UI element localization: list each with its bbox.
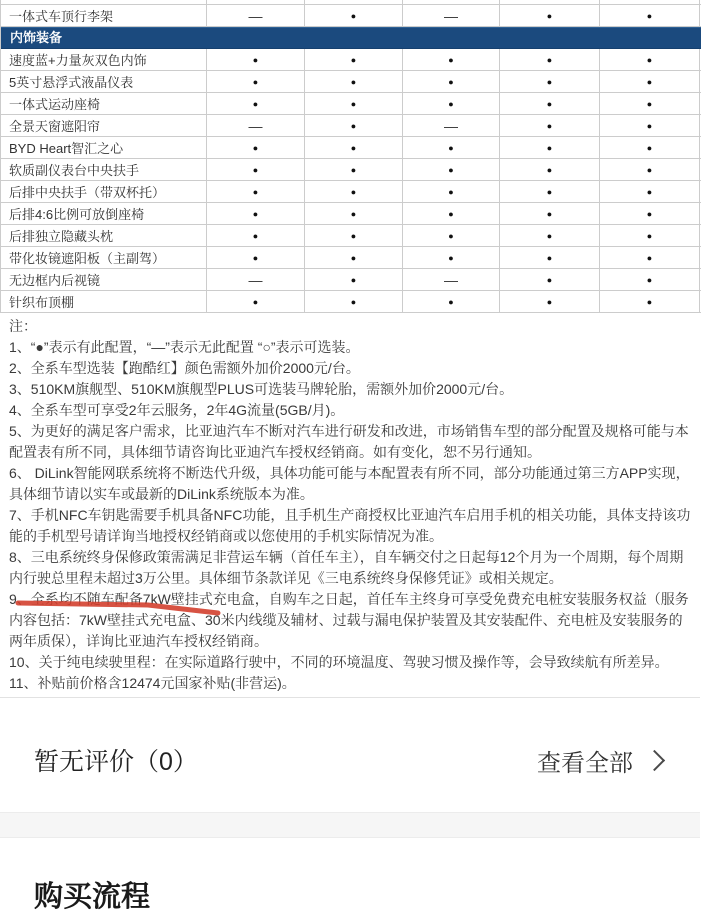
purchase-title: 购买流程 (34, 881, 151, 913)
note-item: 7、手机NFC车钥匙需要手机具备NFC功能，且手机生产商授权比亚迪汽车启用手机的相关功能，具体支持该功能的手机型号请详询当地授权经销商或以您使用的手机实际情况为准。 (9, 507, 691, 544)
has-feature-dot: ● (207, 291, 305, 312)
has-feature-dot: ● (207, 71, 305, 92)
no-feature-dash: — (403, 269, 500, 290)
table-row (1, 203, 701, 225)
has-feature-dot: ● (207, 203, 305, 224)
view-all-label: 查看全部 (537, 749, 633, 777)
no-feature-dash: — (403, 5, 500, 26)
has-feature-dot: ● (207, 159, 305, 180)
feature-label: 软质副仪表台中央扶手 (1, 159, 207, 180)
has-feature-dot: ● (305, 247, 403, 268)
feature-label: 针织布顶棚 (1, 291, 207, 312)
has-feature-dot: ● (207, 181, 305, 202)
has-feature-dot: ● (207, 225, 305, 246)
table-row (1, 71, 701, 93)
has-feature-dot: ● (600, 269, 700, 290)
has-feature-dot: ● (600, 115, 700, 136)
table-row (1, 181, 701, 203)
has-feature-dot: ● (305, 181, 403, 202)
notes-section (0, 313, 700, 698)
table-row (1, 93, 701, 115)
has-feature-dot: ● (500, 137, 600, 158)
has-feature-dot: ● (600, 137, 700, 158)
feature-label: 带化妆镜遮阳板（主副驾） (1, 247, 207, 268)
section-header-row (1, 27, 701, 49)
has-feature-dot: ● (403, 137, 500, 158)
has-feature-dot: ● (500, 159, 600, 180)
feature-label: 一体式车顶行李架 (1, 5, 207, 26)
has-feature-dot: ● (600, 49, 700, 70)
view-all-link[interactable] (537, 743, 666, 778)
has-feature-dot: ● (500, 269, 600, 290)
table-row (1, 115, 701, 137)
feature-label: 速度蓝+力量灰双色内饰 (1, 49, 207, 70)
has-feature-dot: ● (403, 247, 500, 268)
note-item: 8、三电系统终身保修政策需满足非营运车辆（首任车主），自车辆交付之日起每12个月为一个周期，每个周期内行驶总里程未超过3万公里。具体细节条款详见《三电系统终身保修凭证》或相关规定。 (9, 549, 684, 586)
notes-list (9, 337, 691, 694)
table-cell (600, 0, 700, 4)
no-feature-dash: — (207, 269, 305, 290)
has-feature-dot: ● (403, 93, 500, 114)
has-feature-dot: ● (403, 181, 500, 202)
note-item: 4、全系车型可享受2年云服务，2年4G流量(5GB/月)。 (9, 402, 345, 418)
has-feature-dot: ● (305, 49, 403, 70)
note-item: 11、补贴前价格含12474元国家补贴(非营运)。 (9, 675, 296, 691)
purchase-section (0, 838, 700, 915)
section-divider (0, 812, 700, 838)
note-item: 1、“●”表示有此配置，“—”表示无此配置 “○”表示可选装。 (9, 339, 360, 355)
table-row (1, 225, 701, 247)
table-row (1, 269, 701, 291)
has-feature-dot: ● (500, 181, 600, 202)
has-feature-dot: ● (207, 247, 305, 268)
has-feature-dot: ● (500, 225, 600, 246)
has-feature-dot: ● (305, 137, 403, 158)
table-cell (500, 0, 600, 4)
has-feature-dot: ● (305, 269, 403, 290)
feature-label: 后排独立隐藏头枕 (1, 225, 207, 246)
has-feature-dot: ● (305, 71, 403, 92)
feature-label: 一体式运动座椅 (1, 93, 207, 114)
table-row (1, 137, 701, 159)
table-row (1, 247, 701, 269)
table-cell (403, 0, 500, 4)
feature-label: 全景天窗遮阳帘 (1, 115, 207, 136)
spec-table (0, 0, 701, 313)
has-feature-dot: ● (600, 159, 700, 180)
notes-title: 注： (9, 318, 37, 334)
table-cell (207, 0, 305, 4)
has-feature-dot: ● (600, 291, 700, 312)
table-row (1, 49, 701, 71)
no-feature-dash: — (207, 115, 305, 136)
has-feature-dot: ● (600, 71, 700, 92)
chevron-right-icon (644, 749, 665, 770)
has-feature-dot: ● (403, 225, 500, 246)
table-cell (305, 0, 403, 4)
has-feature-dot: ● (500, 203, 600, 224)
has-feature-dot: ● (207, 93, 305, 114)
has-feature-dot: ● (403, 203, 500, 224)
has-feature-dot: ● (600, 225, 700, 246)
table-row (1, 159, 701, 181)
has-feature-dot: ● (600, 181, 700, 202)
section-header-label: 内饰装备 (10, 30, 63, 45)
feature-label: 无边框内后视镜 (1, 269, 207, 290)
note-item: 5、为更好的满足客户需求，比亚迪汽车不断对汽车进行研发和改进，市场销售车型的部分配置及规格可能与本配置表有所不同，具体细节请咨询比亚迪汽车授权经销商。如有变化，恕不另行通知。 (9, 423, 689, 460)
has-feature-dot: ● (207, 49, 305, 70)
review-count-title: 暂无评价（0） (34, 748, 198, 776)
feature-label: 5英寸悬浮式液晶仪表 (1, 71, 207, 92)
has-feature-dot: ● (305, 159, 403, 180)
has-feature-dot: ● (305, 5, 403, 26)
has-feature-dot: ● (600, 203, 700, 224)
has-feature-dot: ● (305, 115, 403, 136)
has-feature-dot: ● (500, 71, 600, 92)
has-feature-dot: ● (403, 71, 500, 92)
table-row (1, 291, 701, 313)
note-item: 6、 DiLink智能网联系统将不断迭代升级，具体功能可能与本配置表有所不同，部分功能通过第三方APP实现，具体细节请以实车或最新的DiLink系统版本为准。 (9, 465, 690, 502)
table-cell (1, 0, 207, 4)
has-feature-dot: ● (403, 291, 500, 312)
has-feature-dot: ● (207, 137, 305, 158)
has-feature-dot: ● (500, 49, 600, 70)
has-feature-dot: ● (600, 93, 700, 114)
has-feature-dot: ● (600, 247, 700, 268)
no-feature-dash: — (403, 115, 500, 136)
has-feature-dot: ● (600, 5, 700, 26)
feature-label: 后排中央扶手（带双杯托） (1, 181, 207, 202)
note-item: 2、全系车型选装【跑酷红】颜色需额外加价2000元/台。 (9, 360, 360, 376)
table-row (1, 5, 701, 27)
has-feature-dot: ● (500, 247, 600, 268)
note-item: 9、全系均不随车配备7kW壁挂式充电盒，自购车之日起，首任车主终身可享受免费充电桩安装服务权益（服务内容包括：7kW壁挂式充电盒、30米内线缆及辅材、过载与漏电保护装置及其安装配件、充电桩及安装服务的两年质保），详询比亚迪汽车授权经销商。 (9, 591, 689, 649)
note-item: 10、关于纯电续驶里程：在实际道路行驶中，不同的环境温度、驾驶习惯及操作等，会导致续航有所差异。 (9, 654, 669, 670)
review-bar (0, 698, 700, 812)
has-feature-dot: ● (305, 203, 403, 224)
has-feature-dot: ● (305, 291, 403, 312)
has-feature-dot: ● (500, 291, 600, 312)
has-feature-dot: ● (305, 93, 403, 114)
has-feature-dot: ● (500, 5, 600, 26)
feature-label: 后排4:6比例可放倒座椅 (1, 203, 207, 224)
has-feature-dot: ● (305, 225, 403, 246)
has-feature-dot: ● (500, 93, 600, 114)
has-feature-dot: ● (403, 49, 500, 70)
feature-label: BYD Heart智汇之心 (1, 137, 207, 158)
has-feature-dot: ● (500, 115, 600, 136)
no-feature-dash: — (207, 5, 305, 26)
note-item: 3、510KM旗舰型、510KM旗舰型PLUS可选装马牌轮胎，需额外加价2000元/台。 (9, 381, 514, 397)
has-feature-dot: ● (403, 159, 500, 180)
